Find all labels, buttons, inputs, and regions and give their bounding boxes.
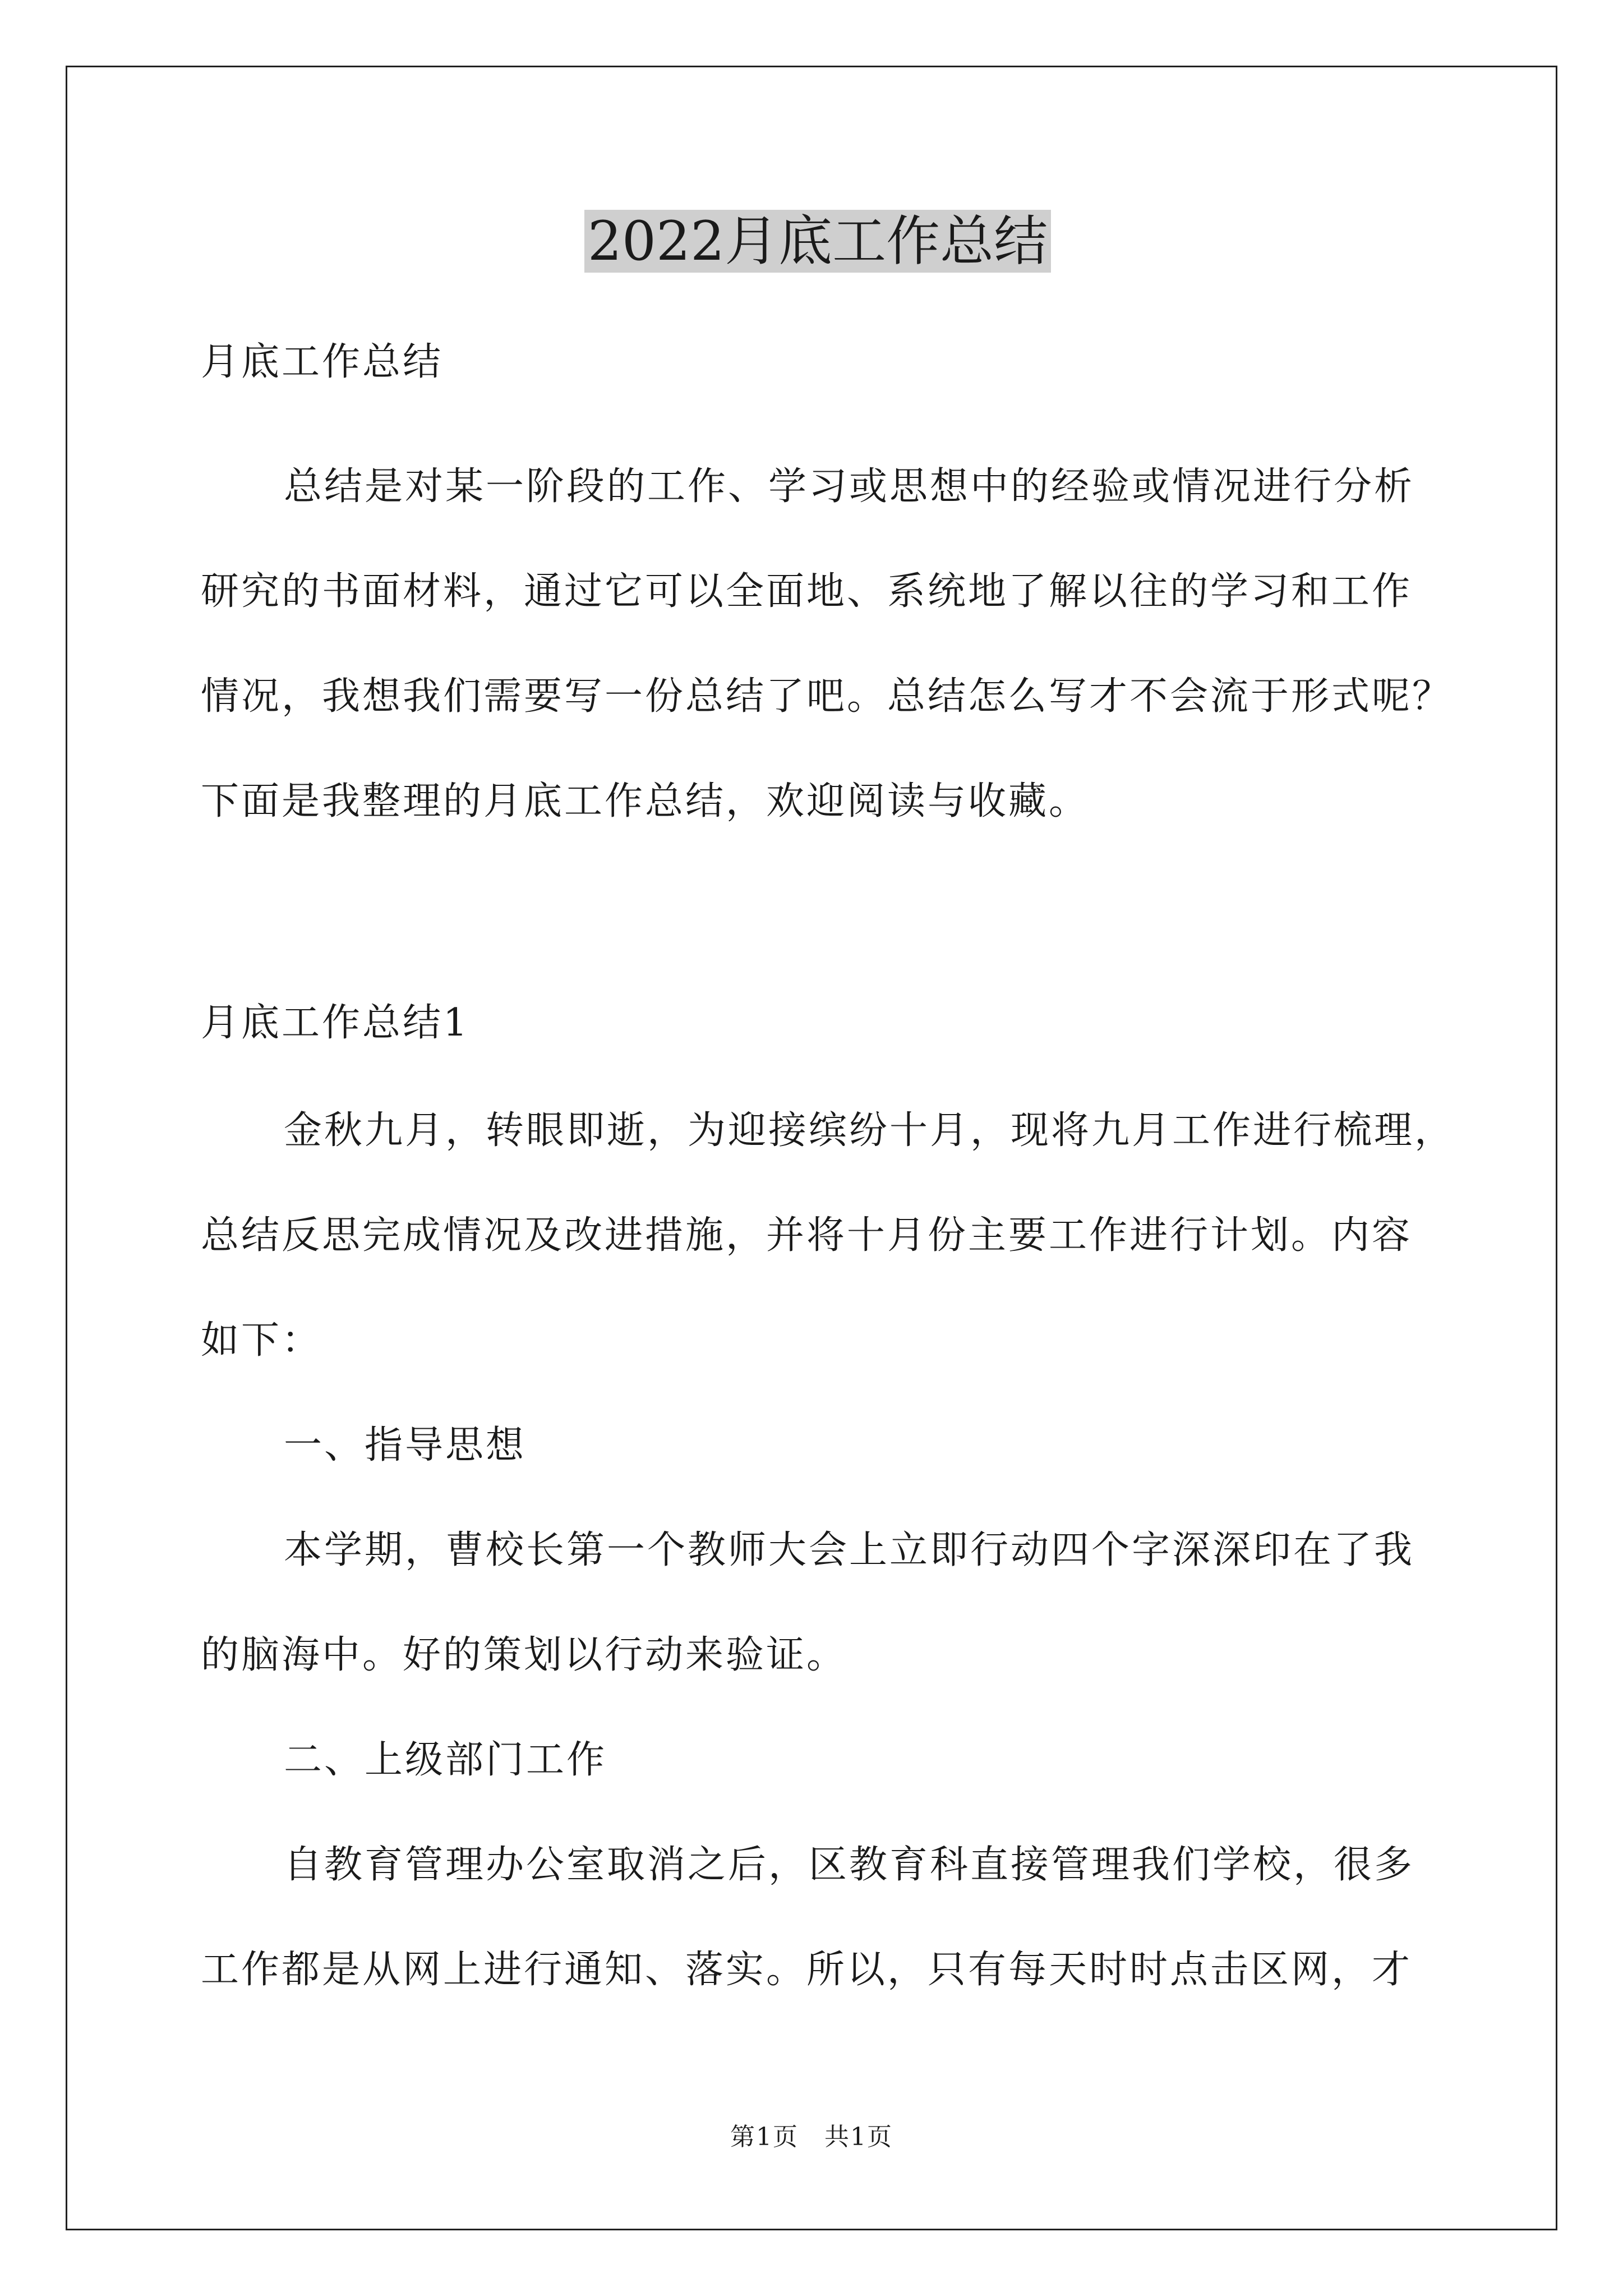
intro-line-1: 总结是对某一阶段的工作、学习或思想中的经验或情况进行分析 bbox=[284, 464, 1415, 509]
intro-line-4: 下面是我整理的月底工作总结，欢迎阅读与收藏。 bbox=[201, 779, 1090, 823]
para-2-line-2: 工作都是从网上进行通知、落实。所以，只有每天时时点击区网，才 bbox=[201, 1948, 1413, 1992]
heading-superior-department: 二、上级部门工作 bbox=[284, 1738, 607, 1782]
para-2-line-1: 自教育管理办公室取消之后，区教育科直接管理我们学校，很多 bbox=[284, 1843, 1415, 1887]
intro-line-3: 情况，我想我们需要写一份总结了吧。总结怎么写才不会流于形式呢？ bbox=[201, 674, 1453, 719]
page-footer: 第1页 共1页 bbox=[730, 2123, 893, 2151]
document-title: 2022月底工作总结 bbox=[201, 199, 1435, 283]
para-1-line-1: 本学期，曹校长第一个教师大会上立即行动四个字深深印在了我 bbox=[284, 1528, 1415, 1572]
para-1-line-2: 的脑海中。好的策划以行动来验证。 bbox=[201, 1633, 847, 1677]
heading-guiding-ideology: 一、指导思想 bbox=[284, 1423, 527, 1467]
section-line-3: 如下： bbox=[201, 1318, 322, 1363]
section-line-1: 金秋九月，转眼即逝，为迎接缤纷十月，现将九月工作进行梳理， bbox=[284, 1108, 1455, 1153]
document-subtitle: 月底工作总结 bbox=[201, 340, 444, 384]
section-line-2: 总结反思完成情况及改进措施，并将十月份主要工作进行计划。内容 bbox=[201, 1213, 1413, 1258]
intro-line-2: 研究的书面材料，通过它可以全面地、系统地了解以往的学习和工作 bbox=[201, 569, 1413, 614]
section-title: 月底工作总结1 bbox=[201, 1001, 470, 1045]
